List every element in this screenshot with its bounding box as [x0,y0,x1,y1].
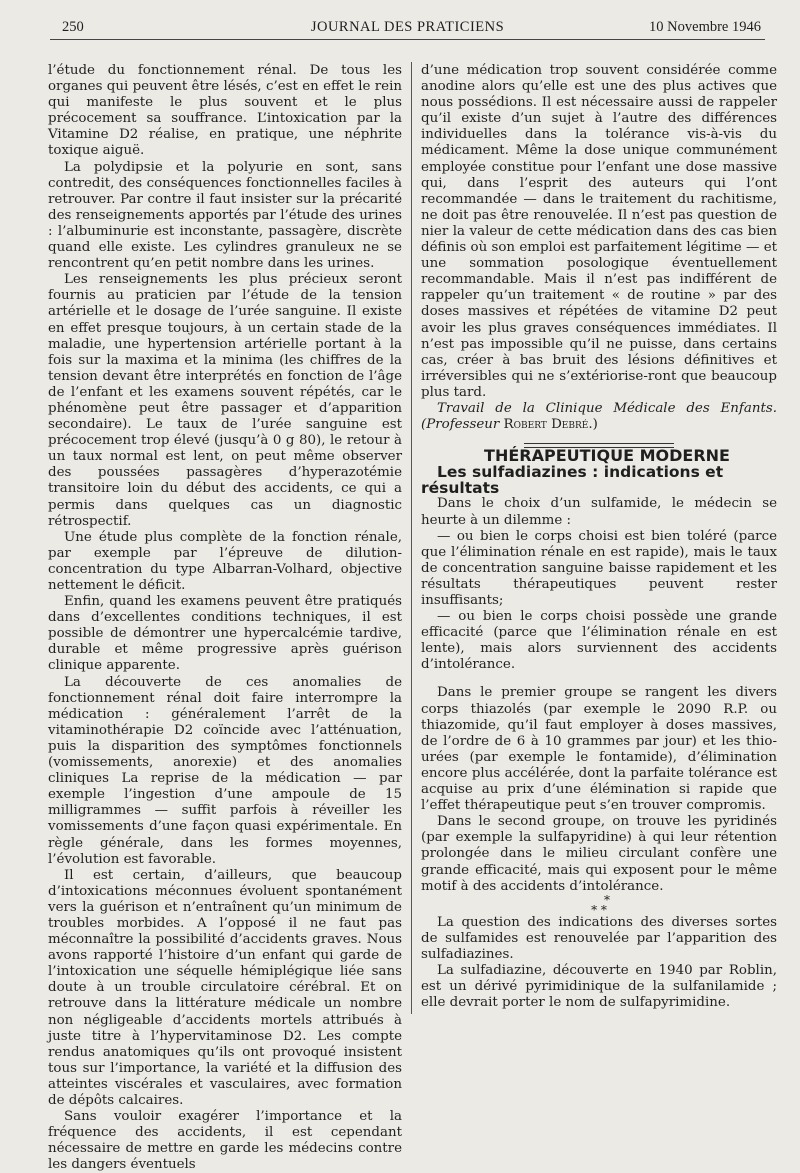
paragraph: La sulfadiazine, découverte en 1940 par Roblin, est un dérivé pyrimidinique de la sulfanilamide ; elle devrait porter le nom de sulfapyrimidine. [421,962,777,1011]
right-column [421,63,777,1011]
paragraph: Il est certain, d’ailleurs, que beaucoup d’intoxications méconnues évoluent spontanément vers la guérison et n’entraînent qu’un minimum de troubles morbides. A l’opposé il ne faut pas méconnaître la possibilité d’accidents graves. Nous avons rapporté l’histoire d’un enfant qui garde de l’intoxication une séquelle hémiplégique liée sans doute à un trouble circulatoire cérébral. Et on retrouve dans la littérature médicale un nombre non négligeable d’accidents mortels attribués à juste titre à l’hypervitaminose D2. Les compte rendus anatomiques qu’ils ont provoqué insistent tous sur l’importance, la variété et la diffusion des atteintes viscérales et vasculaires, avec formation de dépôts calcaires. [48,867,402,1108]
paragraph: Dans le choix d’un sulfamide, le médecin se heurte à un dilemme : [421,496,777,528]
paragraph: Sans vouloir exagérer l’importance et la fréquence des accidents, il est cependant nécessaire de mettre en garde les médecins contre les dangers éventuels [48,1109,402,1173]
asterism-separator [421,892,777,917]
asterism-glyph: * * * [591,892,610,917]
left-column [48,63,402,1173]
signature-name: Robert Debré.) [503,417,598,433]
article-signature [421,401,777,433]
paragraph: La polydipsie et la polyurie en sont, sans contredit, des conséquences fonctionnelles faciles à retrouver. Par contre il faut insister sur la précarité des renseignements apportés par l’étude des urines : l’albuminurie est inconstante, passagère, discrète quand elle existe. Les cylindres granuleux ne se rencontrent qu’en petit nombre dans les urines. [48,159,402,272]
section-title: THÉRAPEUTIQUE MODERNE [484,446,730,466]
paragraph: Les renseignements les plus précieux seront fournis au praticien par l’étude de la tension artérielle et le dosage de l’urée sanguine. Il existe en effet presque toujours, à un certain stade de la maladie, une hypertension artérielle portant à la fois sur la maxima et la minima (les chiffres de la tension devant être interprétés en fonction de l’âge de l’enfant et les examens souvent répétés, car le phénomène peut être passager et d’apparition secondaire). Le taux de l’urée sanguine est précocement trop élevé (jusqu’à 0 g 80), le retour à un taux normal est lent, on peut même observer des poussées passagères d’hyperazotémie transitoire loin du début des accidents, ce qui a permis dans quelques cas un diagnostic rétrospectif. [48,272,402,529]
column-divider [411,62,412,1014]
page-header [50,17,765,40]
paragraph: La question des indications des diverses sortes de sulfamides est renouvelée par l’apparition des sulfadiazines. [421,914,777,962]
paragraph: Dans le second groupe, on trouve les pyridinés (par exemple la sulfapyridine) à qui leur rétention prolongée dans le milieu circulant confère une grande efficacité, mais qui exposent pour le même motif à des accidents d’intolérance. [421,814,777,894]
paragraph: d’une médication trop souvent considérée comme anodine alors qu’elle est une des plus actives que nous possédions. Il est nécessaire aussi de rappeler qu’il existe d’un sujet à l’autre des différences individuelles dans la tolérance vis-à-vis du médicament. Même la dose unique communément employée constitue pour l’enfant une dose massive qui, dans l’esprit des auteurs qui l’ont recommandée — dans le traitement du rachitisme, ne doit pas être renouvelée. Il n’est pas question de nier la valeur de cette médication dans des cas bien définis où son emploi est parfaitement légitime — et une sommation posologique éventuellement recommandable. Mais il n’est pas indifférent de rappeler qu’un traitement « de routine » par des doses massives et répétées de vitamine D2 peut avoir les plus graves conséquences immédiates. Il n’est pas impossible qu’il ne puisse, dans certains cas, créer à bas bruit des lésions définitives et irréversibles qui ne s’extériorise-ront que beaucoup plus tard. [421,63,777,400]
paragraph: l’étude du fonctionnement rénal. De tous les organes qui peuvent être lésés, c’est en effet le rein qui manifeste le plus souvent et le plus précocement sa souffrance. L’intoxication par la Vitamine D2 réalise, en pratique, une néphrite toxique aiguë. [48,63,402,159]
paragraph: La découverte de ces anomalies de fonctionnement rénal doit faire interrompre la médication : généralement l’arrêt de la vitaminothérapie D2 coïncide avec l’atténuation, puis la disparition des symptômes fonctionnels (vomissements, anorexie) et des anomalies cliniques La reprise de la médication — par exemple l’ingestion d’une ampoule de 15 milligrammes — suffit parfois à réveiller les vomissements d’une façon quasi expérimentale. En règle générale, dans les formes moyennes, l’évolution est favorable. [48,674,402,867]
issue-date: 10 Novembre 1946 [649,19,761,35]
paragraph: — ou bien le corps choisi est bien toléré (parce que l’élimination rénale en est rapide), mais le taux de concentration sanguine baisse rapidement et les résultats thérapeutiques peuvent rester insuffisants; [421,528,777,608]
paragraph: Dans le premier groupe se rangent les divers corps thiazolés (par exemple le 2090 R.P. ou thiazomide, qu’il faut employer à doses massives, de l’ordre de 6 à 10 grammes par jour) et les thio-urées (par exemple le fontamide), d’élimination encore plus accélérée, dont la parfaite tolérance est acquise au prix d’une élémination si rapide que l’effet thérapeutique peut s’en trouver compromis. [421,685,777,814]
paragraph: — ou bien le corps choisi possède une grande efficacité (parce que l’élimination rénale en est lente), mais alors surviennent des accidents d’intolérance. [421,609,777,673]
page-number: 250 [62,19,84,35]
spacer [421,673,777,685]
paragraph: Une étude plus complète de la fonction rénale, par exemple par l’épreuve de dilution-concentration du type Albarran-Volhard, objective nettement le déficit. [48,529,402,593]
paragraph: Enfin, quand les examens peuvent être pratiqués dans d’excellentes conditions techniques, il est possible de démontrer une hypercalcémie tardive, durable et même progressive après guérison clinique apparente. [48,594,402,674]
journal-title: JOURNAL DES PRATICIENS [310,19,505,35]
article-title: Les sulfadiazines : indications et résultats [421,463,724,498]
signature-affiliation: Travail de la Clinique Médicale des Enfants. (Professeur [421,400,777,433]
